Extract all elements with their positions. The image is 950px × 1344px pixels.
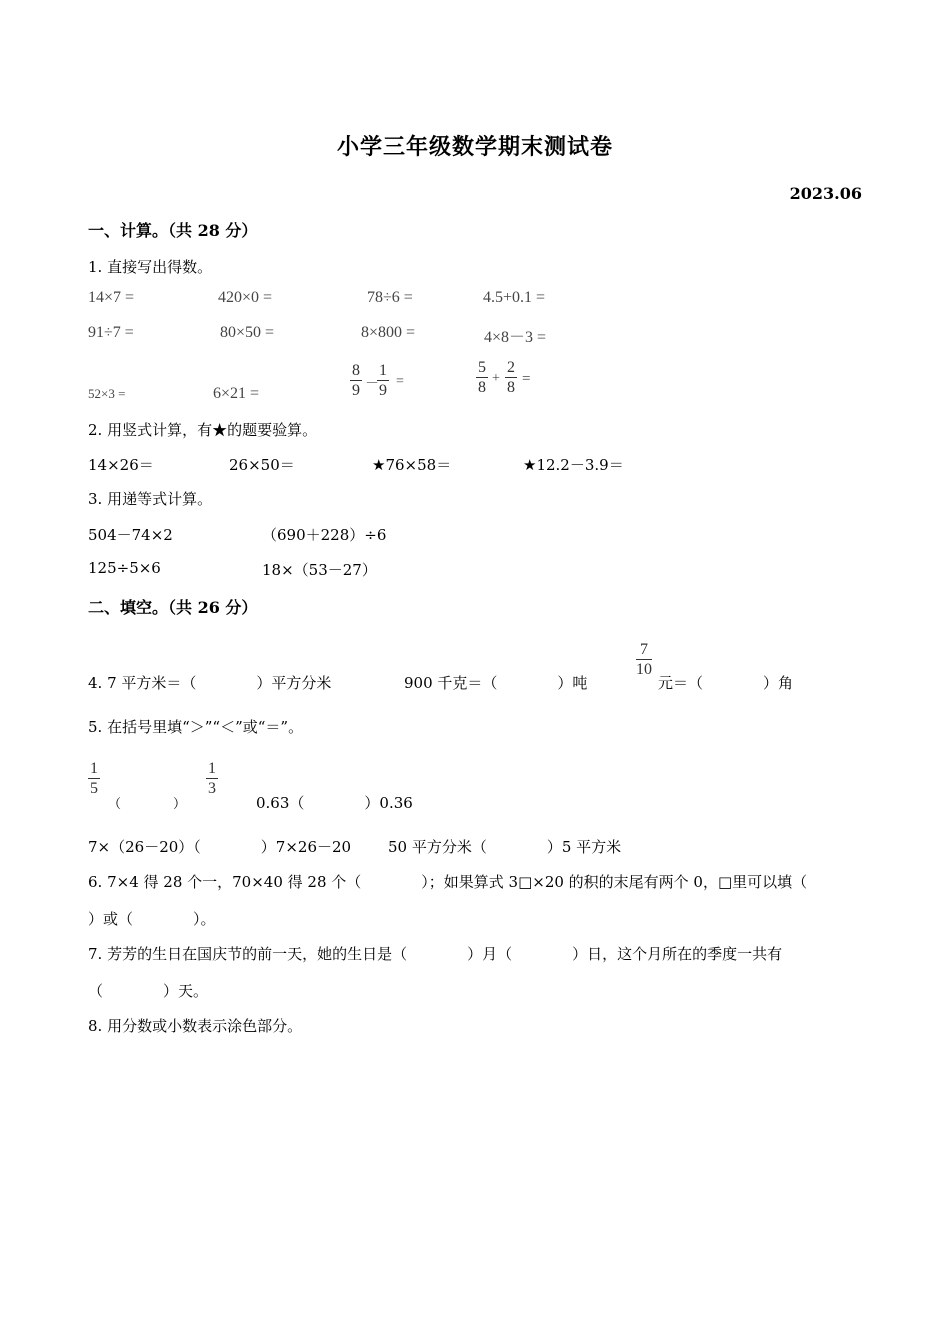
q1-item: 4.5+0.1 = xyxy=(483,289,546,306)
q2-item: 26×50＝ xyxy=(229,456,295,474)
q1-fraction xyxy=(350,362,362,401)
q3-prompt: 3. 用递等式计算。 xyxy=(88,490,213,508)
q5-fraction-a xyxy=(88,760,100,799)
q3-item: 18×（53－27） xyxy=(262,561,377,579)
q4-part3: 元＝（ ）角 xyxy=(658,674,794,692)
q6-line1: 6. 7×4 得 28 个一，70×40 得 28 个（ ）；如果算式 3□×20 的积的末尾有两个 0，□里可以填（ xyxy=(88,873,808,891)
numerator: 1 xyxy=(208,760,216,777)
q1-item: 8×800 = xyxy=(361,324,416,341)
q7-line1: 7. 芳芳的生日在国庆节的前一天，她的生日是（ ）月（ ）日，这个月所在的季度一共有 xyxy=(88,945,783,963)
denominator: 8 xyxy=(478,379,486,396)
numerator: 8 xyxy=(352,362,360,379)
q1-item: 78÷6 = xyxy=(367,289,413,306)
q1-item: 91÷7 = xyxy=(88,324,134,341)
section1-heading: 一、计算。（共 28 分） xyxy=(88,221,258,240)
q1-equals: = xyxy=(396,374,404,389)
denominator: 3 xyxy=(208,780,216,797)
denominator: 8 xyxy=(507,379,515,396)
q1-operator: － xyxy=(365,377,379,392)
q5-fraction-b xyxy=(206,760,218,799)
q1-fraction xyxy=(476,359,488,398)
section2-heading: 二、填空。（共 26 分） xyxy=(88,598,258,617)
q1-operator: + xyxy=(492,371,500,386)
q1-item: 52×3 = xyxy=(88,386,126,401)
q4-fraction xyxy=(636,641,652,680)
q1-item: 80×50 = xyxy=(220,324,275,341)
denominator: 10 xyxy=(636,661,652,678)
q6-line2: ）或（ ）。 xyxy=(88,910,216,928)
q1-equals: = xyxy=(522,371,531,387)
numerator: 7 xyxy=(640,641,648,658)
q8-prompt: 8. 用分数或小数表示涂色部分。 xyxy=(88,1017,303,1035)
q1-item: 14×7 = xyxy=(88,289,135,306)
q5-compare: 0.63（ ）0.36 xyxy=(256,794,413,812)
q4-part1: 4. 7 平方米＝（ ）平方分米 xyxy=(88,674,332,692)
q5-compare: 7×（26－20）（ ）7×26－20 xyxy=(88,838,352,856)
numerator: 1 xyxy=(90,760,98,777)
q5-prompt: 5. 在括号里填“＞”“＜”或“＝”。 xyxy=(88,718,304,736)
q1-item: 6×21 = xyxy=(213,385,260,402)
denominator: 9 xyxy=(379,382,387,399)
q3-item: 504－74×2 xyxy=(88,526,173,544)
numerator: 5 xyxy=(478,359,486,376)
q1-item: 4×8－3 = xyxy=(484,329,547,346)
q7-line2: （ ）天。 xyxy=(88,982,209,1000)
q2-item: ★76×58＝ xyxy=(372,456,452,474)
q5-answer-blank[interactable]: （ ） xyxy=(108,797,187,812)
page-title: 小学三年级数学期末测试卷 xyxy=(336,134,613,160)
q1-prompt: 1. 直接写出得数。 xyxy=(88,258,213,276)
q2-item: 14×26＝ xyxy=(88,456,154,474)
q2-prompt: 2. 用竖式计算，有★的题要验算。 xyxy=(88,421,318,439)
q3-item: （690＋228）÷6 xyxy=(262,526,387,544)
q3-item: 125÷5×6 xyxy=(88,559,161,577)
denominator: 5 xyxy=(90,780,98,797)
exam-date: 2023.06 xyxy=(789,184,862,203)
q1-fraction xyxy=(505,359,517,398)
numerator: 1 xyxy=(379,362,387,379)
numerator: 2 xyxy=(507,359,515,376)
q5-compare: 50 平方分米（ ）5 平方米 xyxy=(388,838,622,856)
q1-fraction xyxy=(377,362,389,401)
denominator: 9 xyxy=(352,382,360,399)
q1-item: 420×0 = xyxy=(218,289,273,306)
q2-item: ★12.2－3.9＝ xyxy=(523,456,624,474)
q4-part2: 900 千克＝（ ）吨 xyxy=(404,674,588,692)
